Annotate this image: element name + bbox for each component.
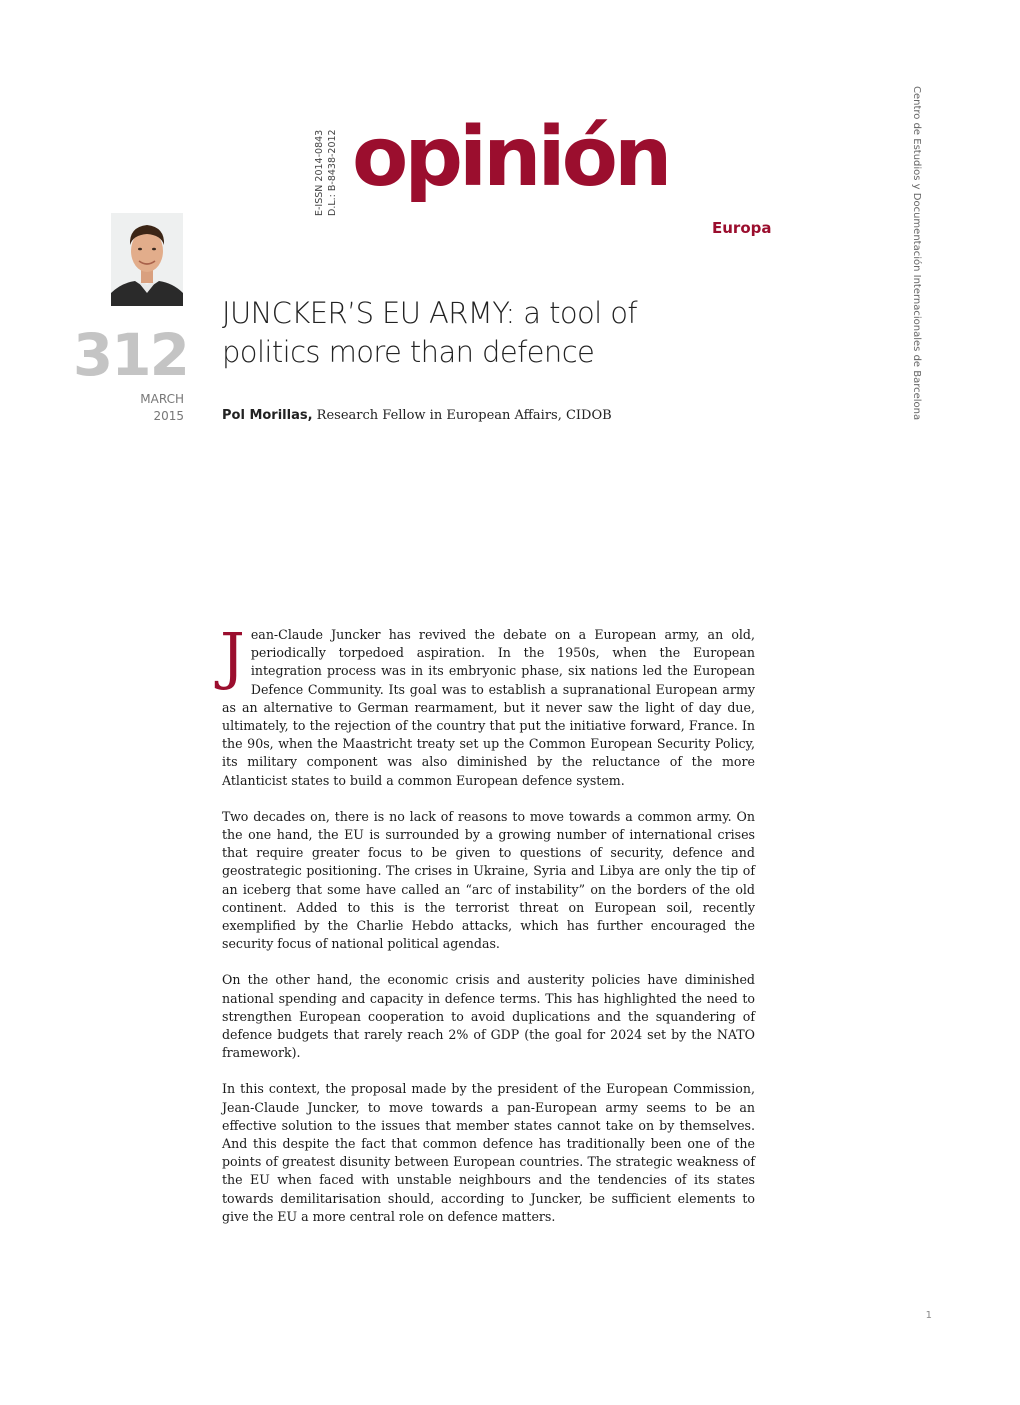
drop-cap: J: [220, 619, 245, 692]
paragraph: On the other hand, the economic crisis and austerity policies have diminished national spending and capacity in defence terms. This has highlighted the need to strengthen European cooperation to avoid duplications and the squandering of defence budgets that rarely reach 2% of GDP (the goal for 2024 set by the NATO framework).: [222, 972, 755, 1061]
issue-month: MARCH: [140, 392, 184, 406]
author-portrait-icon: [111, 213, 183, 306]
legal-deposit-line: D.L.: B-8438-2012: [327, 129, 338, 216]
issue-number: 312: [72, 321, 188, 389]
issn-line: E-ISSN 2014-0843: [314, 129, 325, 216]
paragraph: Two decades on, there is no lack of reasons to move towards a common army. On the one hand, the EU is surrounded by a growing number of international crises that require greater focus to be given to questions of security, defence and geostrategic positioning. The crises in Ukraine, Syria and Libya are only the tip of an iceberg that some have called an “arc of instability” on the borders of the old continent. Added to this is the terrorist threat on European soil, recently exemplified by the Charlie Hebdo attacks, which has further encouraged the security focus of national political agendas.: [222, 808, 755, 952]
article-title-line: JUNCKER’S EU ARMY: a tool of: [222, 296, 637, 330]
article-body: [220, 619, 755, 1266]
paragraph: [220, 619, 755, 790]
masthead-subtitle: Europa: [712, 219, 772, 237]
author-photo: [111, 213, 183, 306]
issn-block: [313, 129, 347, 216]
issue-year: 2015: [153, 409, 184, 423]
paragraph-text: ean-Claude Juncker has revived the debate on a European army, an old, periodically torpedoed aspiration. In the 1950s, when the European integration process was in its embryonic phase, six nations led the European Defence Community. Its goal was to establish a supranational European army as an alternative to German rearmament, but it never saw the light of day due, ultimately, to the rejection of the country that put the initiative forward, France. In the 90s, when the Maastricht treaty set up the Common European Security Policy, its military component was also diminished by the reluctance of the more Atlanticist states to build a common European defence system.: [222, 627, 755, 788]
paragraph: In this context, the proposal made by the president of the European Commission, Jean-Claude Juncker, to move towards a pan-European army seems to be an effective solution to the issues that member states cannot take on by themselves. And this despite the fact that common defence has traditionally been one of the points of greatest disunity between European countries. The strategic weakness of the EU when faced with unstable neighbours and the tendencies of its states towards demilitarisation should, according to Juncker, be sufficient elements to give the EU a more central role on defence matters.: [222, 1081, 755, 1224]
author-name: Pol Morillas,: [222, 408, 313, 423]
page-number: 1: [925, 1310, 932, 1321]
article-title-line: politics more than defence: [222, 335, 595, 369]
masthead-title: opinión: [352, 110, 669, 205]
author-role: Research Fellow in European Affairs, CIDOB: [312, 408, 612, 423]
article-title: [222, 294, 782, 374]
byline: [222, 406, 782, 426]
side-organization-text: Centro de Estudios y Documentación Internacionales de Barcelona: [911, 86, 922, 421]
